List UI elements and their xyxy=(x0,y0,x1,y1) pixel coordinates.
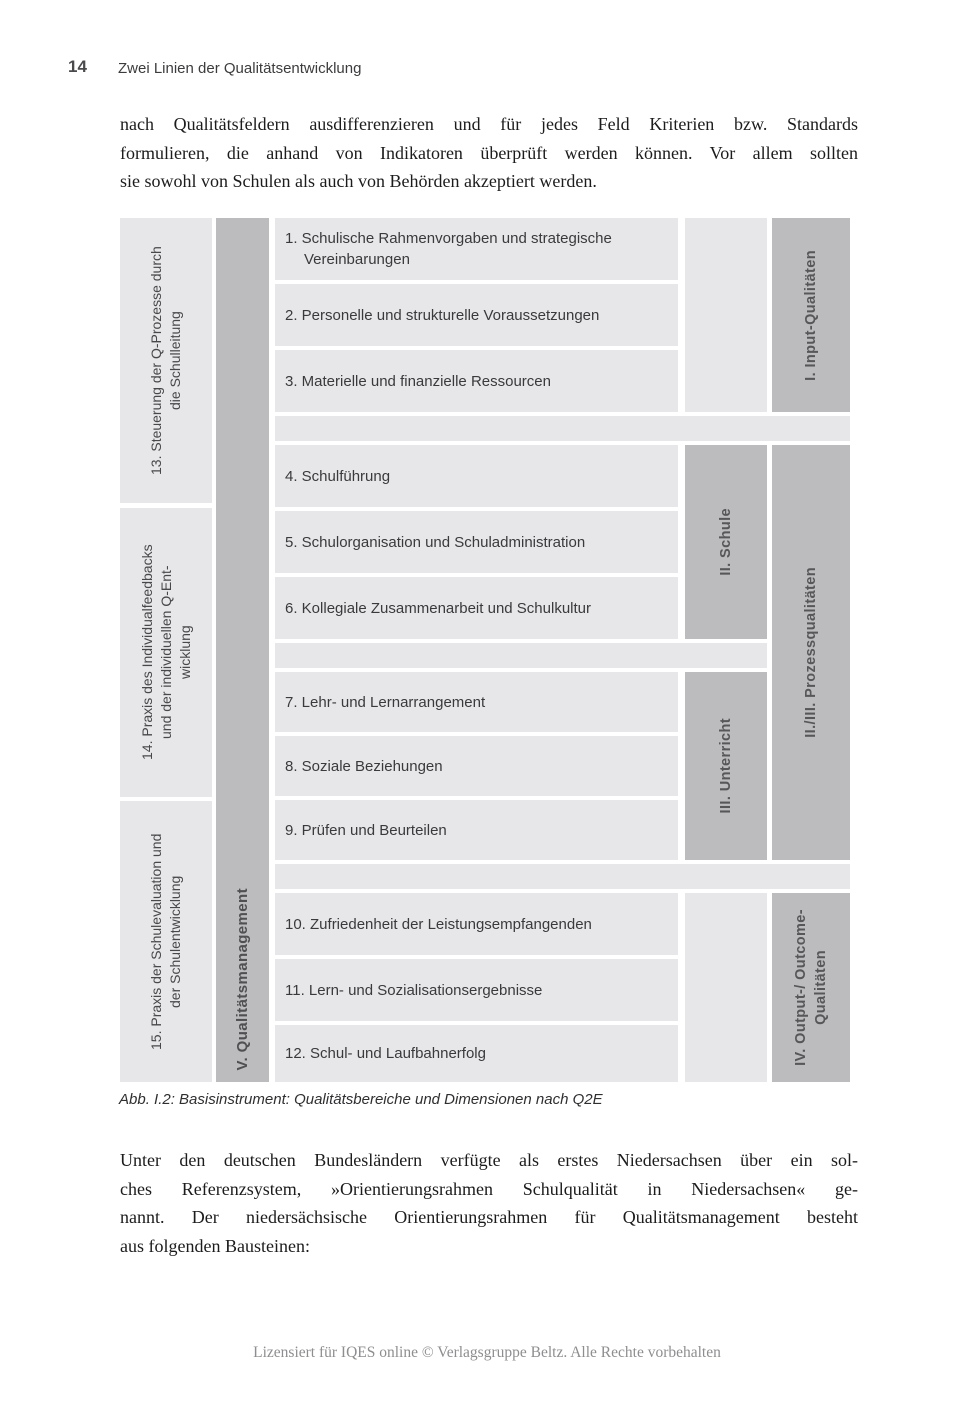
level-label: III. Unterricht xyxy=(718,718,734,814)
quality-row-5 xyxy=(275,511,678,573)
quality-row-text: 2. Personelle und strukturelle Voraussetzungen xyxy=(285,306,600,324)
dimension-column-input xyxy=(772,218,850,412)
process-label-line: die Schulleitung xyxy=(167,311,183,410)
quality-management-bar xyxy=(216,218,269,1082)
quality-row-text: 9. Prüfen und Beurteilen xyxy=(285,821,447,839)
paragraph-line: sie sowohl von Schulen als auch von Behörden akzeptiert werden. xyxy=(120,171,597,191)
quality-row-text: 10. Zufriedenheit der Leistungsempfangenden xyxy=(285,915,592,933)
process-label-line: wicklung xyxy=(176,625,193,680)
quality-row-text: 11. Lern- und Sozialisationsergebnisse xyxy=(285,981,543,999)
process-label-schulevaluation xyxy=(120,801,212,1082)
section-spacer-band xyxy=(275,864,850,889)
dimension-label-line: Qualitäten xyxy=(813,950,829,1025)
quality-row-4 xyxy=(275,445,678,507)
quality-row-8 xyxy=(275,736,678,796)
level-column-schule xyxy=(685,445,767,639)
intro-paragraph xyxy=(120,110,858,196)
quality-row-text: 1. Schulische Rahmenvorgaben und strategische Vereinbarungen xyxy=(285,230,612,268)
level-column-spacer-top xyxy=(685,218,767,412)
quality-row-12 xyxy=(275,1025,678,1082)
quality-management-bar-label: V. Qualitätsmanagement xyxy=(234,887,251,1070)
quality-row-9 xyxy=(275,800,678,860)
body-paragraph xyxy=(120,1146,858,1260)
level-column-unterricht xyxy=(685,672,767,860)
process-label-individualfeedback xyxy=(120,508,212,797)
paragraph-line: aus folgenden Bausteinen: xyxy=(120,1235,310,1256)
quality-row-2 xyxy=(275,284,678,346)
quality-row-text: 8. Soziale Beziehungen xyxy=(285,757,443,775)
process-label-line: der Schulentwicklung xyxy=(167,875,183,1008)
quality-row-text: 7. Lehr- und Lernarrangement xyxy=(285,693,486,711)
quality-row-text: 5. Schulorganisation und Schuladministration xyxy=(285,533,586,551)
paragraph-line: ches Referenzsystem, »Orientierungsrahmen Schulqualität in Niedersachsen« ge- xyxy=(120,1178,858,1199)
section-spacer-band xyxy=(275,416,850,441)
quality-row-7 xyxy=(275,672,678,732)
dimension-column-prozess xyxy=(772,445,850,860)
running-header-title: Zwei Linien der Qualitätsentwicklung xyxy=(118,60,362,77)
level-label: II. Schule xyxy=(718,508,734,576)
process-label-line: 14. Praxis des Individualfeedbacks xyxy=(138,544,155,761)
section-spacer-band xyxy=(275,643,767,668)
figure-caption: Abb. I.2: Basisinstrument: Qualitätsbereiche und Dimensionen nach Q2E xyxy=(119,1091,603,1108)
footer-license: Lizensiert für IQES online © Verlagsgruppe Beltz. Alle Rechte vorbehalten xyxy=(253,1344,721,1361)
process-label-steuerung xyxy=(120,218,212,503)
dimension-column-output xyxy=(772,893,850,1082)
paragraph-line: Unter den deutschen Bundesländern verfügte als erstes Niedersachsen über ein sol- xyxy=(120,1150,858,1170)
quality-row-text: 3. Materielle und finanzielle Ressourcen xyxy=(285,372,551,390)
quality-row-text: 6. Kollegiale Zusammenarbeit und Schulkultur xyxy=(285,599,591,617)
process-label-line: 15. Praxis der Schulevaluation und xyxy=(148,833,164,1050)
quality-row-3 xyxy=(275,350,678,412)
page-number: 14 xyxy=(68,57,87,76)
quality-row-text: 12. Schul- und Laufbahnerfolg xyxy=(285,1045,486,1062)
quality-row-10 xyxy=(275,893,678,955)
quality-row-6 xyxy=(275,577,678,639)
paragraph-line: nach Qualitätsfeldern ausdifferenzieren und für jedes Feld Kriterien bzw. Standards xyxy=(120,114,858,134)
process-label-line: und der individuellen Q-Ent- xyxy=(157,565,174,740)
dimension-label-line: IV. Output-/ Outcome- xyxy=(793,909,809,1066)
level-column-spacer-bottom xyxy=(685,893,767,1082)
q2e-quality-diagram xyxy=(120,218,850,1082)
quality-row-text: 4. Schulführung xyxy=(285,467,391,485)
process-label-line: 13. Steuerung der Q-Prozesse durch xyxy=(148,246,164,475)
quality-row-1 xyxy=(275,218,678,280)
paragraph-line: formulieren, die anhand von Indikatoren überprüft werden können. Vor allem sollten xyxy=(120,142,858,163)
dimension-label-line: I. Input-Qualitäten xyxy=(803,249,819,381)
quality-row-11 xyxy=(275,959,678,1021)
dimension-label-line: II./III. Prozessqualitäten xyxy=(803,567,819,738)
paragraph-line: nannt. Der niedersächsische Orientierungsrahmen für Qualitätsmanagement besteht xyxy=(120,1207,858,1227)
